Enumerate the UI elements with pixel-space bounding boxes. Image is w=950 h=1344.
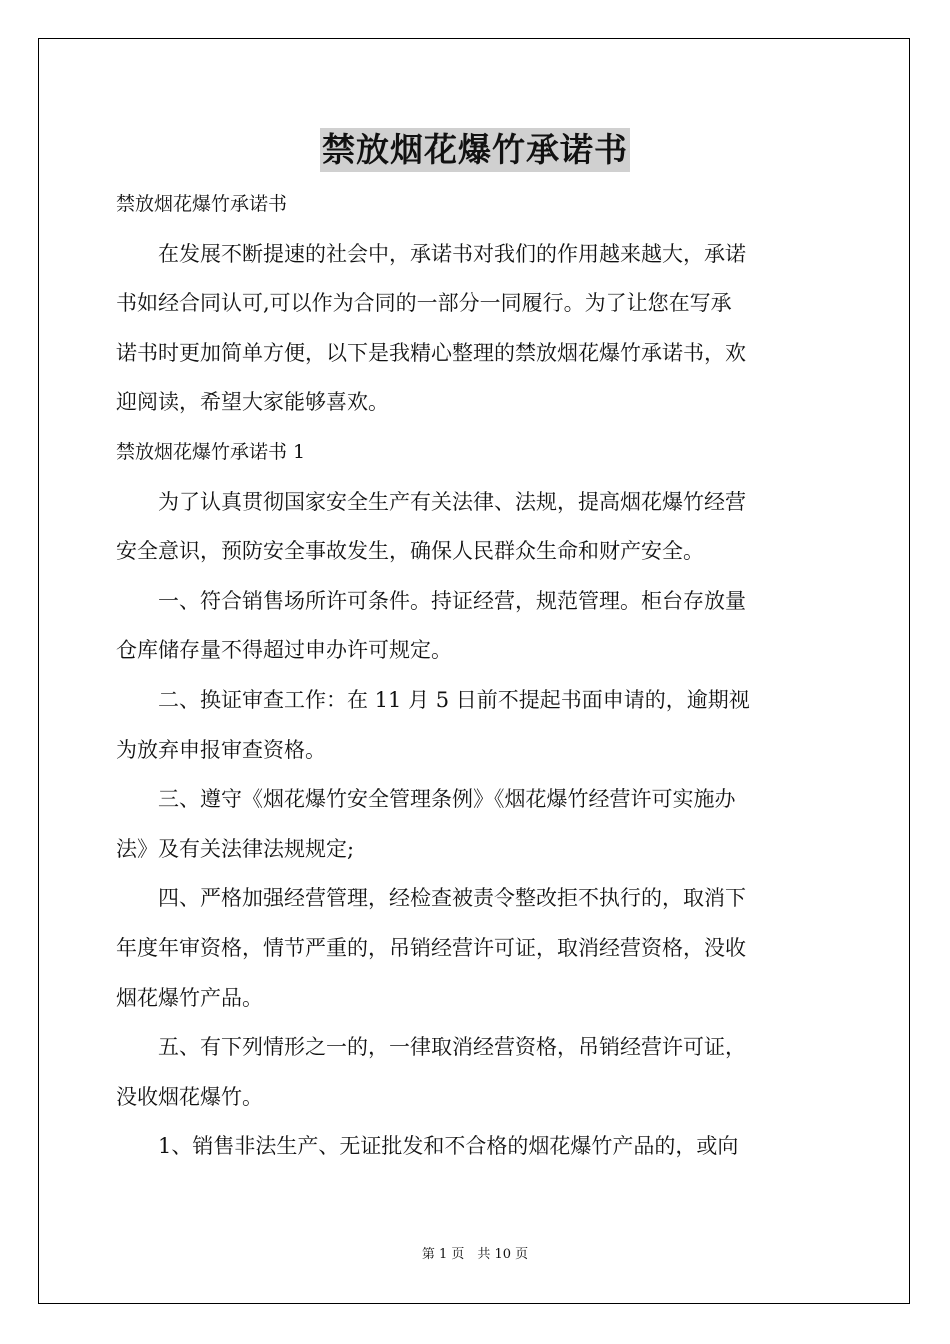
paragraph-line: 四、严格加强经营管理，经检查被责令整改拒不执行的，取消下 [116,886,746,911]
subtitle-line: 禁放烟花爆竹承诺书 [116,193,288,215]
document-body [116,180,834,1172]
paragraph-line: 为放弃申报审查资格。 [116,737,326,762]
paragraph-line: 没收烟花爆竹。 [116,1084,263,1109]
page-footer [0,1246,950,1264]
paragraph-line: 二、换证审查工作：在 11 月 5 日前不提起书面申请的，逾期视 [116,687,750,712]
paragraph-line: 年度年审资格，情节严重的，吊销经营许可证，取消经营资格，没收 [116,935,746,960]
paragraph-line: 法》及有关法律法规规定; [116,836,355,861]
paragraph-line: 为了认真贯彻国家安全生产有关法律、法规，提高烟花爆竹经营 [116,489,746,514]
paragraph-line: 1、销售非法生产、无证批发和不合格的烟花爆竹产品的，或向 [116,1134,739,1159]
paragraph-line: 仓库储存量不得超过申办许可规定。 [116,638,452,663]
paragraph-line: 三、遵守《烟花爆竹安全管理条例》《烟花爆竹经营许可实施办 [116,787,736,812]
paragraph-line: 五、有下列情形之一的，一律取消经营资格，吊销经营许可证， [116,1035,746,1060]
title-container [0,128,950,172]
paragraph-line: 在发展不断提速的社会中，承诺书对我们的作用越来越大，承诺 [116,241,746,266]
paragraph-line: 诺书时更加简单方便，以下是我精心整理的禁放烟花爆竹承诺书，欢 [116,340,746,365]
paragraph-line: 迎阅读，希望大家能够喜欢。 [116,390,389,415]
paragraph-line: 书如经合同认可,可以作为合同的一部分一同履行。为了让您在写承 [116,291,732,316]
page-number-label: 第 1 页 共 10 页 [421,1247,529,1262]
section-heading: 禁放烟花爆竹承诺书 1 [116,440,306,463]
document-title: 禁放烟花爆竹承诺书 [320,128,630,172]
paragraph-line: 一、符合销售场所许可条件。持证经营，规范管理。柜台存放量 [116,588,746,613]
paragraph-line: 烟花爆竹产品。 [116,985,263,1010]
paragraph-line: 安全意识，预防安全事故发生，确保人民群众生命和财产安全。 [116,539,704,564]
